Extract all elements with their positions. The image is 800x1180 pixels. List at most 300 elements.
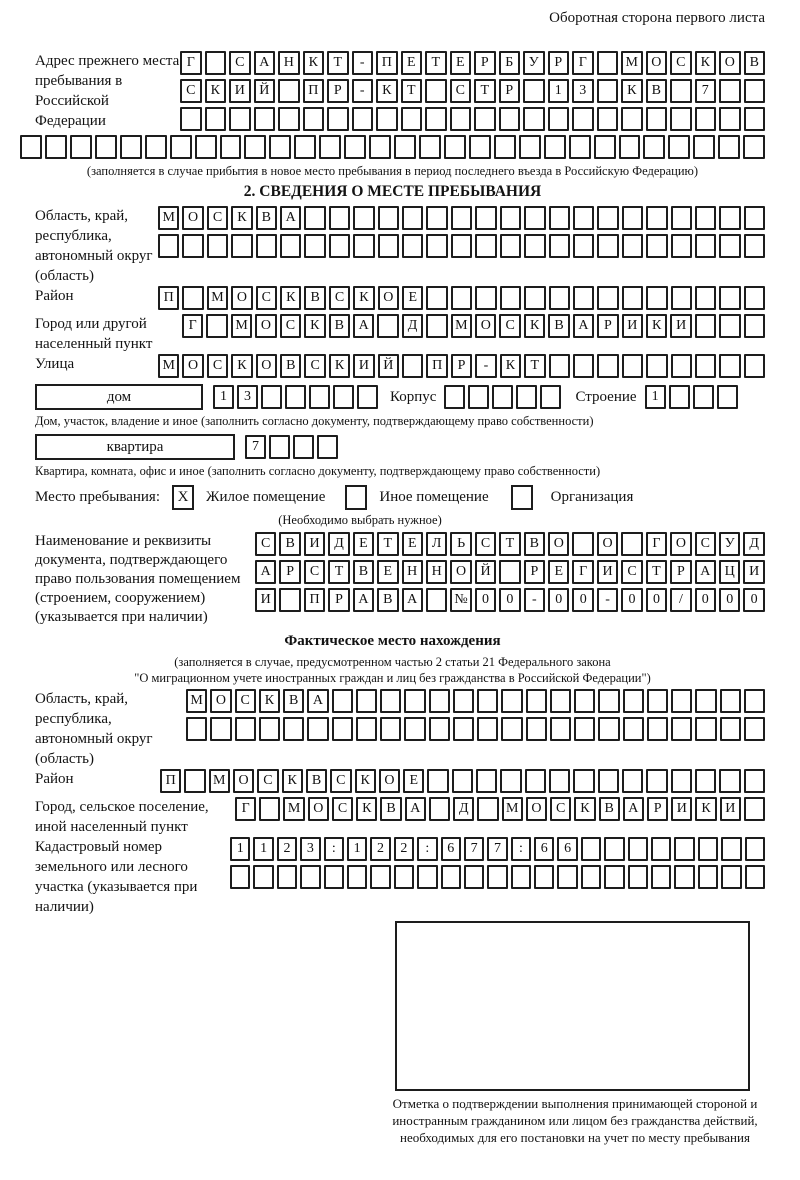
char-cell[interactable]: Т: [646, 560, 667, 584]
char-cell[interactable]: О: [255, 314, 276, 338]
char-cell[interactable]: [404, 717, 425, 741]
char-cell[interactable]: [719, 206, 740, 230]
char-cell[interactable]: [195, 135, 217, 159]
char-cell[interactable]: И: [353, 354, 374, 378]
char-cell[interactable]: М: [186, 689, 207, 713]
char-cell[interactable]: К: [646, 314, 667, 338]
char-cell[interactable]: [557, 865, 577, 889]
char-cell[interactable]: П: [303, 79, 325, 103]
char-cell[interactable]: Т: [328, 560, 349, 584]
char-cell[interactable]: Е: [377, 560, 398, 584]
char-cell[interactable]: [674, 865, 694, 889]
char-cell[interactable]: [402, 206, 423, 230]
char-cell[interactable]: [487, 865, 507, 889]
char-cell[interactable]: В: [377, 588, 398, 612]
char-cell[interactable]: С: [550, 797, 571, 821]
char-cell[interactable]: В: [744, 51, 766, 75]
char-cell[interactable]: [548, 107, 570, 131]
char-cell[interactable]: [319, 135, 341, 159]
char-cell[interactable]: [277, 865, 297, 889]
char-cell[interactable]: А: [353, 314, 374, 338]
char-cell[interactable]: [674, 837, 694, 861]
char-cell[interactable]: С: [256, 286, 277, 310]
char-cell[interactable]: И: [622, 314, 643, 338]
char-cell[interactable]: [698, 837, 718, 861]
char-cell[interactable]: К: [695, 51, 717, 75]
char-cell[interactable]: [573, 769, 594, 793]
char-cell[interactable]: [426, 286, 447, 310]
char-cell[interactable]: Е: [402, 532, 423, 556]
char-cell[interactable]: [744, 107, 766, 131]
char-cell[interactable]: 0: [572, 588, 593, 612]
char-cell[interactable]: [744, 206, 765, 230]
char-cell[interactable]: [269, 135, 291, 159]
char-cell[interactable]: В: [306, 769, 327, 793]
char-cell[interactable]: :: [417, 837, 437, 861]
char-cell[interactable]: В: [256, 206, 277, 230]
char-cell[interactable]: К: [282, 769, 303, 793]
char-cell[interactable]: О: [548, 532, 569, 556]
char-cell[interactable]: [721, 865, 741, 889]
char-cell[interactable]: М: [158, 354, 179, 378]
char-cell[interactable]: [622, 769, 643, 793]
char-cell[interactable]: [646, 206, 667, 230]
char-cell[interactable]: К: [259, 689, 280, 713]
char-cell[interactable]: [671, 206, 692, 230]
char-cell[interactable]: [394, 865, 414, 889]
char-cell[interactable]: С: [255, 532, 276, 556]
char-cell[interactable]: Т: [401, 79, 423, 103]
char-cell[interactable]: С: [695, 532, 716, 556]
char-cell[interactable]: [499, 107, 521, 131]
char-cell[interactable]: 0: [621, 588, 642, 612]
char-cell[interactable]: Ц: [719, 560, 740, 584]
char-cell[interactable]: [668, 135, 690, 159]
char-cell[interactable]: [353, 234, 374, 258]
char-cell[interactable]: [377, 314, 398, 338]
char-cell[interactable]: [598, 689, 619, 713]
char-cell[interactable]: [523, 107, 545, 131]
char-cell[interactable]: :: [324, 837, 344, 861]
char-cell[interactable]: [206, 314, 227, 338]
char-cell[interactable]: [231, 234, 252, 258]
char-cell[interactable]: Г: [572, 51, 594, 75]
char-cell[interactable]: [647, 717, 668, 741]
char-cell[interactable]: Р: [279, 560, 300, 584]
char-cell[interactable]: [719, 234, 740, 258]
char-cell[interactable]: [540, 385, 561, 409]
char-cell[interactable]: [717, 385, 738, 409]
char-cell[interactable]: Е: [450, 51, 472, 75]
char-cell[interactable]: [426, 588, 447, 612]
char-cell[interactable]: [744, 797, 765, 821]
char-cell[interactable]: [441, 865, 461, 889]
char-cell[interactable]: [394, 135, 416, 159]
char-cell[interactable]: [304, 206, 325, 230]
char-cell[interactable]: [229, 107, 251, 131]
char-cell[interactable]: [207, 234, 228, 258]
char-cell[interactable]: [429, 797, 450, 821]
char-cell[interactable]: [526, 717, 547, 741]
char-cell[interactable]: [317, 435, 338, 459]
char-cell[interactable]: 0: [499, 588, 520, 612]
char-cell[interactable]: [671, 354, 692, 378]
char-cell[interactable]: М: [158, 206, 179, 230]
char-cell[interactable]: [332, 689, 353, 713]
char-cell[interactable]: [573, 206, 594, 230]
char-cell[interactable]: [376, 107, 398, 131]
char-cell[interactable]: [572, 532, 593, 556]
char-cell[interactable]: [743, 135, 765, 159]
char-cell[interactable]: А: [402, 588, 423, 612]
char-cell[interactable]: К: [329, 354, 350, 378]
char-cell[interactable]: [477, 797, 498, 821]
char-cell[interactable]: Р: [451, 354, 472, 378]
char-cell[interactable]: [671, 689, 692, 713]
char-cell[interactable]: [693, 385, 714, 409]
char-cell[interactable]: Т: [377, 532, 398, 556]
char-cell[interactable]: И: [743, 560, 764, 584]
char-cell[interactable]: К: [205, 79, 227, 103]
char-cell[interactable]: [380, 717, 401, 741]
char-cell[interactable]: №: [450, 588, 471, 612]
char-cell[interactable]: О: [379, 769, 400, 793]
char-cell[interactable]: Г: [180, 51, 202, 75]
char-cell[interactable]: [597, 206, 618, 230]
char-cell[interactable]: [285, 385, 306, 409]
char-cell[interactable]: Д: [328, 532, 349, 556]
char-cell[interactable]: О: [182, 206, 203, 230]
char-cell[interactable]: [643, 135, 665, 159]
char-cell[interactable]: 0: [548, 588, 569, 612]
char-cell[interactable]: [646, 354, 667, 378]
char-cell[interactable]: [269, 435, 290, 459]
char-cell[interactable]: [425, 107, 447, 131]
char-cell[interactable]: [419, 135, 441, 159]
char-cell[interactable]: -: [475, 354, 496, 378]
char-cell[interactable]: В: [304, 286, 325, 310]
char-cell[interactable]: [304, 234, 325, 258]
char-cell[interactable]: [573, 286, 594, 310]
char-cell[interactable]: [475, 234, 496, 258]
char-cell[interactable]: Й: [475, 560, 496, 584]
char-cell[interactable]: [309, 385, 330, 409]
char-cell[interactable]: [380, 689, 401, 713]
char-cell[interactable]: [300, 865, 320, 889]
char-cell[interactable]: Р: [524, 560, 545, 584]
char-cell[interactable]: 3: [237, 385, 258, 409]
char-cell[interactable]: С: [207, 354, 228, 378]
char-cell[interactable]: [604, 865, 624, 889]
char-cell[interactable]: [569, 135, 591, 159]
char-cell[interactable]: [451, 286, 472, 310]
char-cell[interactable]: Е: [548, 560, 569, 584]
char-cell[interactable]: К: [303, 51, 325, 75]
char-cell[interactable]: [534, 865, 554, 889]
char-cell[interactable]: [745, 865, 765, 889]
char-cell[interactable]: [581, 865, 601, 889]
char-cell[interactable]: [500, 206, 521, 230]
char-cell[interactable]: К: [231, 206, 252, 230]
char-cell[interactable]: [278, 79, 300, 103]
char-cell[interactable]: [619, 135, 641, 159]
char-cell[interactable]: О: [308, 797, 329, 821]
char-cell[interactable]: 2: [277, 837, 297, 861]
char-cell[interactable]: [220, 135, 242, 159]
char-cell[interactable]: -: [597, 588, 618, 612]
char-cell[interactable]: [695, 354, 716, 378]
char-cell[interactable]: [744, 314, 765, 338]
char-cell[interactable]: [426, 206, 447, 230]
char-cell[interactable]: [426, 314, 447, 338]
char-cell[interactable]: [369, 135, 391, 159]
char-cell[interactable]: [744, 769, 765, 793]
char-cell[interactable]: [671, 286, 692, 310]
char-cell[interactable]: [451, 234, 472, 258]
char-cell[interactable]: 2: [370, 837, 390, 861]
char-cell[interactable]: Т: [425, 51, 447, 75]
char-cell[interactable]: В: [329, 314, 350, 338]
char-cell[interactable]: [180, 107, 202, 131]
char-cell[interactable]: [622, 286, 643, 310]
char-cell[interactable]: [670, 79, 692, 103]
char-cell[interactable]: О: [526, 797, 547, 821]
char-cell[interactable]: Р: [647, 797, 668, 821]
char-cell[interactable]: [744, 286, 765, 310]
char-cell[interactable]: [404, 689, 425, 713]
char-cell[interactable]: [744, 354, 765, 378]
char-cell[interactable]: 1: [548, 79, 570, 103]
char-cell[interactable]: [279, 588, 300, 612]
char-cell[interactable]: 3: [572, 79, 594, 103]
char-cell[interactable]: И: [597, 560, 618, 584]
char-cell[interactable]: [244, 135, 266, 159]
char-cell[interactable]: В: [353, 560, 374, 584]
char-cell[interactable]: [526, 689, 547, 713]
char-cell[interactable]: [516, 385, 537, 409]
char-cell[interactable]: [235, 717, 256, 741]
char-cell[interactable]: [695, 769, 716, 793]
char-cell[interactable]: К: [500, 354, 521, 378]
char-cell[interactable]: Н: [426, 560, 447, 584]
char-cell[interactable]: [425, 79, 447, 103]
char-cell[interactable]: [347, 865, 367, 889]
char-cell[interactable]: В: [646, 79, 668, 103]
char-cell[interactable]: [651, 837, 671, 861]
char-cell[interactable]: М: [207, 286, 228, 310]
char-cell[interactable]: [695, 689, 716, 713]
char-cell[interactable]: В: [279, 532, 300, 556]
char-cell[interactable]: Е: [353, 532, 374, 556]
char-cell[interactable]: [622, 206, 643, 230]
char-cell[interactable]: К: [353, 286, 374, 310]
char-cell[interactable]: [210, 717, 231, 741]
char-cell[interactable]: П: [160, 769, 181, 793]
char-cell[interactable]: [469, 135, 491, 159]
char-cell[interactable]: [621, 532, 642, 556]
char-cell[interactable]: Р: [670, 560, 691, 584]
char-cell[interactable]: [719, 79, 741, 103]
char-cell[interactable]: О: [256, 354, 277, 378]
char-cell[interactable]: [720, 689, 741, 713]
char-cell[interactable]: Н: [278, 51, 300, 75]
char-cell[interactable]: [95, 135, 117, 159]
char-cell[interactable]: С: [475, 532, 496, 556]
char-cell[interactable]: Ь: [450, 532, 471, 556]
char-cell[interactable]: [476, 769, 497, 793]
char-cell[interactable]: [597, 354, 618, 378]
char-cell[interactable]: И: [304, 532, 325, 556]
char-cell[interactable]: [671, 234, 692, 258]
char-cell[interactable]: Л: [426, 532, 447, 556]
char-cell[interactable]: [253, 865, 273, 889]
char-cell[interactable]: С: [670, 51, 692, 75]
char-cell[interactable]: [278, 107, 300, 131]
char-cell[interactable]: С: [257, 769, 278, 793]
char-cell[interactable]: С: [499, 314, 520, 338]
char-cell[interactable]: -: [352, 79, 374, 103]
char-cell[interactable]: [45, 135, 67, 159]
char-cell[interactable]: [303, 107, 325, 131]
char-cell[interactable]: [744, 689, 765, 713]
char-cell[interactable]: [475, 206, 496, 230]
char-cell[interactable]: [182, 234, 203, 258]
char-cell[interactable]: /: [670, 588, 691, 612]
char-cell[interactable]: [597, 234, 618, 258]
char-cell[interactable]: [695, 314, 716, 338]
char-cell[interactable]: С: [332, 797, 353, 821]
char-cell[interactable]: 0: [743, 588, 764, 612]
char-cell[interactable]: Е: [402, 286, 423, 310]
char-cell[interactable]: [444, 385, 465, 409]
char-cell[interactable]: 1: [213, 385, 234, 409]
char-cell[interactable]: Р: [597, 314, 618, 338]
char-cell[interactable]: [356, 689, 377, 713]
char-cell[interactable]: [519, 135, 541, 159]
char-cell[interactable]: П: [426, 354, 447, 378]
char-cell[interactable]: И: [671, 797, 692, 821]
char-cell[interactable]: Р: [327, 79, 349, 103]
char-cell[interactable]: [549, 769, 570, 793]
char-cell[interactable]: [429, 689, 450, 713]
char-cell[interactable]: [293, 435, 314, 459]
char-cell[interactable]: 0: [719, 588, 740, 612]
char-cell[interactable]: [621, 107, 643, 131]
char-cell[interactable]: [646, 107, 668, 131]
char-cell[interactable]: [604, 837, 624, 861]
char-cell[interactable]: [550, 689, 571, 713]
char-cell[interactable]: [744, 717, 765, 741]
char-cell[interactable]: [574, 717, 595, 741]
char-cell[interactable]: [356, 717, 377, 741]
char-cell[interactable]: 1: [253, 837, 273, 861]
char-cell[interactable]: М: [621, 51, 643, 75]
char-cell[interactable]: [70, 135, 92, 159]
char-cell[interactable]: [444, 135, 466, 159]
stay-option-organization-checkbox[interactable]: [511, 485, 533, 510]
char-cell[interactable]: А: [254, 51, 276, 75]
char-cell[interactable]: [698, 865, 718, 889]
char-cell[interactable]: С: [621, 560, 642, 584]
char-cell[interactable]: В: [548, 314, 569, 338]
char-cell[interactable]: С: [207, 206, 228, 230]
char-cell[interactable]: Д: [453, 797, 474, 821]
char-cell[interactable]: И: [720, 797, 741, 821]
char-cell[interactable]: К: [355, 769, 376, 793]
char-cell[interactable]: [572, 107, 594, 131]
char-cell[interactable]: [550, 717, 571, 741]
char-cell[interactable]: [120, 135, 142, 159]
char-cell[interactable]: [646, 234, 667, 258]
char-cell[interactable]: В: [283, 689, 304, 713]
char-cell[interactable]: К: [376, 79, 398, 103]
char-cell[interactable]: [511, 865, 531, 889]
char-cell[interactable]: [477, 689, 498, 713]
char-cell[interactable]: [693, 135, 715, 159]
char-cell[interactable]: [501, 689, 522, 713]
char-cell[interactable]: [524, 206, 545, 230]
char-cell[interactable]: 6: [534, 837, 554, 861]
char-cell[interactable]: М: [502, 797, 523, 821]
char-cell[interactable]: [452, 769, 473, 793]
char-cell[interactable]: [581, 837, 601, 861]
char-cell[interactable]: [695, 206, 716, 230]
char-cell[interactable]: [500, 769, 521, 793]
char-cell[interactable]: [324, 865, 344, 889]
char-cell[interactable]: Г: [572, 560, 593, 584]
char-cell[interactable]: [499, 560, 520, 584]
char-cell[interactable]: [573, 354, 594, 378]
char-cell[interactable]: В: [599, 797, 620, 821]
char-cell[interactable]: [647, 689, 668, 713]
char-cell[interactable]: Й: [378, 354, 399, 378]
char-cell[interactable]: В: [380, 797, 401, 821]
char-cell[interactable]: А: [280, 206, 301, 230]
char-cell[interactable]: 1: [347, 837, 367, 861]
char-cell[interactable]: [329, 234, 350, 258]
char-cell[interactable]: П: [158, 286, 179, 310]
char-cell[interactable]: [468, 385, 489, 409]
char-cell[interactable]: [344, 135, 366, 159]
char-cell[interactable]: А: [307, 689, 328, 713]
char-cell[interactable]: [401, 107, 423, 131]
char-cell[interactable]: О: [182, 354, 203, 378]
char-cell[interactable]: [745, 837, 765, 861]
char-cell[interactable]: К: [574, 797, 595, 821]
char-cell[interactable]: Т: [499, 532, 520, 556]
char-cell[interactable]: [669, 385, 690, 409]
char-cell[interactable]: О: [210, 689, 231, 713]
char-cell[interactable]: С: [235, 689, 256, 713]
char-cell[interactable]: [597, 107, 619, 131]
char-cell[interactable]: О: [597, 532, 618, 556]
char-cell[interactable]: [182, 286, 203, 310]
char-cell[interactable]: Е: [401, 51, 423, 75]
char-cell[interactable]: 0: [646, 588, 667, 612]
char-cell[interactable]: Б: [499, 51, 521, 75]
char-cell[interactable]: 0: [475, 588, 496, 612]
char-cell[interactable]: [256, 234, 277, 258]
char-cell[interactable]: [597, 286, 618, 310]
char-cell[interactable]: Р: [548, 51, 570, 75]
char-cell[interactable]: [280, 234, 301, 258]
char-cell[interactable]: [378, 206, 399, 230]
char-cell[interactable]: [628, 865, 648, 889]
char-cell[interactable]: [186, 717, 207, 741]
char-cell[interactable]: [628, 837, 648, 861]
char-cell[interactable]: П: [304, 588, 325, 612]
char-cell[interactable]: О: [378, 286, 399, 310]
